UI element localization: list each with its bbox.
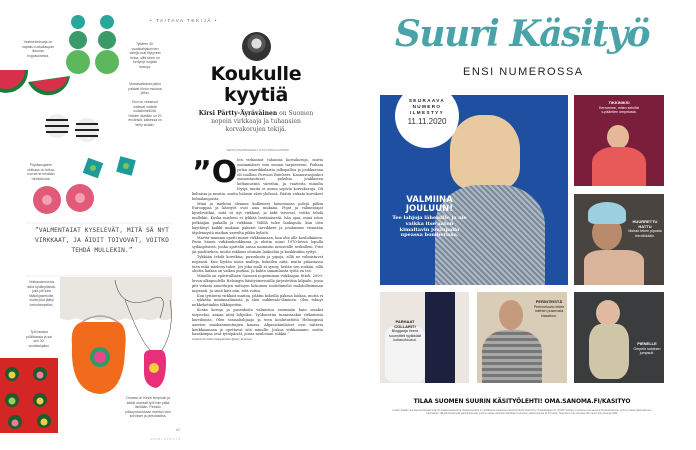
owl-cloth	[0, 358, 58, 433]
caption: Työt lasissa pöllökassia ja sai sen 30-vuotislahjaksi.	[26, 330, 52, 348]
teaser-heading: PARHAAT COLLARIT!	[394, 319, 416, 329]
coat	[584, 250, 644, 285]
green-earrings	[66, 15, 119, 74]
drop-cap: ”O	[192, 155, 238, 190]
teaser-collarit[interactable]	[380, 292, 469, 383]
teaser-heading: PIENELLE	[637, 341, 657, 346]
next-issue-badge	[395, 84, 459, 148]
article-subtitle	[196, 110, 316, 134]
teaser-text: Kerromme, miten selvität v-pääntien ompelusta.	[599, 105, 639, 115]
body-paragraph	[192, 155, 323, 202]
subscribe-heading[interactable]: TILAA SUOMEN SUURIN KÄSITYÖLEHTI! OMA.SANOMA.FI/KASITYO	[413, 398, 631, 405]
teaser-text: Perinnekuvio tekee miehen puserosta klassikon.	[533, 304, 565, 318]
main-feature-heading: VALMIINA JOULUUN!	[405, 195, 454, 214]
teaser-text: Mohair tekee piposta trendikkään.	[628, 229, 662, 238]
trousers	[425, 292, 455, 383]
body-paragraph: Minulla on epävirallinen Suomen nopeimman virkkaajan titteli. 2000-luvun alkupuolella Helsingin käsityömessuilla järjestettiin kilpailu, jossa piti virkata annettujen mittojen kokoinen isoäidinneliö mahdollisimman nopeasti. Ja siinä kävi niin, että voitin.	[192, 274, 323, 293]
baby-head	[596, 300, 620, 326]
main-feature-body: Tee lahjoja läheisille ja ole vaikka itse aaton kimaltavin joulupallo upeassa bomberissa.	[392, 215, 467, 239]
magazine-logo: Suuri Käsityö	[394, 13, 650, 55]
lace-doily	[60, 277, 172, 320]
section-kicker: • TAITAVA TEKIJÄ •	[150, 18, 218, 23]
pull-quote: ”VALMENTAIAT KYSELEVÄT, MITÄ SÄ NYT VIRKKAAT, JA ÄIDIT TOIVOVAT, VOITKO TEHDÄ MULLEKIN.”	[35, 227, 169, 254]
body-text: len virkannut tuhansia korvakoruja, mutta ensimmäiset tein omaan tarpeeseeni. Poikani pelaa amerikkalaista jalkapalloa ja joukkueena oli tuolloin Porvoon Butchers. Kannustusjoukot sonnustautuvat peleihin joukkueen keltamustiin väreihin, ja vaatteita minulta löytyi, mutta ei asuun sopivia korvakoruja. Oli keltaisia ja mustia, mutta halusin värit yhdessä. Päätin virkata korvikset helmilangoista.	[192, 158, 323, 201]
teaser-perinteista[interactable]	[477, 292, 567, 383]
next-issue-date: 11.11.2020	[407, 117, 447, 126]
article-title	[200, 64, 312, 106]
caption: Pöytäsuojaeen virkkaus on tuttua, korvat ne tehdään minikokoina.	[27, 163, 55, 181]
page-number: 62	[176, 428, 180, 432]
body-paragraph: Minä ja mieheni olemme kulkeneet katsomassa pelejä pitkin Eurooppaa ja käsityöt ovat aina mukana. Pojat ja valmentajat kyselevätkin, mitä sä nyt virkkaat, ja äidit toivovat, voitko tehdä mullekin. Koska mieheni ei tykkää lentämisestä, hän ajaa, minä istun pelkääjän paikalla ja virkkaan. Välillä tulee lankapula, kun olen käyttänyt kaikki mukaan pakatut tarvikkeet ja joudumme etsimään täydennystä matkan varrelta pikku kylistä.	[192, 201, 323, 235]
person-head	[607, 125, 629, 149]
teaser-heading: PERINTEISTÄ	[535, 299, 563, 304]
person-head	[499, 300, 523, 330]
title-line-1: Koukulle	[210, 63, 302, 85]
pink-lace-earrings	[33, 184, 94, 214]
red-sweater	[592, 147, 646, 186]
title-line-2: kyytiä	[223, 84, 289, 106]
caption: Kirsi on virkannut valtavat määrät isoäidinneliöitä. Näiden itsetään on 20 erivärisiä, kaikessa on tehty sisään.	[128, 100, 162, 127]
teaser-tikkiniksi[interactable]	[574, 95, 664, 186]
article-body	[192, 155, 323, 342]
badge-line: ILMESTYY	[409, 110, 445, 115]
teaser-text: Bloggaaja Veera suunnitteli tyylikkäät kotiasuhousut.	[389, 329, 421, 343]
subtitle-name: Kirsi Pärtty-Äyräväinen	[198, 110, 278, 117]
badge-line: SEURAAVA	[408, 98, 446, 103]
page-brand: SUURI KÄSITYÖ	[150, 437, 181, 441]
watermelon-earrings	[0, 70, 70, 95]
teaser-hat[interactable]	[574, 194, 664, 285]
caption: Virkkausinnostus alkoi sydänpitsistä, joita piti tulla häälahjaserkulle, mutta joka jäätyi verhotampeiksi.	[27, 280, 56, 307]
body-paragraph: Tykkään tehdä korviksia, pussukoita ja pipoja, sillä ne valmistuvat nopeasti. Kun löydän uusia malleja, kokeilen niitä, mutta pääasiassa teen mitä mieleen tulee. Jos joku malli ei synny, heitän sen roskiin, sillä ohutta lankaa on vaikea purkaa. Ja kahta samanlaista työtä en tee.	[192, 254, 323, 274]
author-avatar	[242, 32, 271, 61]
main-feature-text	[392, 196, 467, 239]
teaser-text: Ompele suloinen jumpsuit.	[633, 346, 661, 356]
credits: TEKSTI KOLUMNIAINEN // KUVAT ANNA KUUVINEN	[226, 149, 289, 152]
teaser-heading: HUURRETTU HATTU	[632, 219, 658, 229]
teaser-heading: TIKKINIKSI	[608, 100, 630, 105]
jumpsuit	[589, 324, 629, 379]
fine-print: Lehden tilaajat ovat Sanoma Media Finlandin asiakasrekisterissä. Rekisteriseloste on nähtävissä osoitteessa Sanoma Media Finland Oy, Porkkalankatu 20, 00180 Helsinki ja verkossa oma.sanoma.fi/rekisteriseloste. Lehti ei vastaa tilaamattomien materiaalien säilyttämisestä eikä palauttamisesta. Lehti ei vastaa tekstissä mainittujen tuotteiden saatavuudesta tai hinnoista. Tarjoukset ovat voimassa niin kauan kuin tavaraa riittää.	[392, 409, 652, 416]
caption: Mustavalkoiset pallot palavat Kirsin mukana pitkin.	[128, 82, 162, 96]
body-paragraph: Koska koruja ja pussukoita valmistuu enemmän kuin omaksi tarpeeksi, annan niitä lahjoiksi. Työkaverini tunnistaakin virkatuista korviksista. Olen sosiaaliohjaaja ja teen koulutustöitä Helsingissä aasvien maahanmuuttajien kanssa. Afganistanilaiset ovat taitavia koukkaamaan ja opettavat sitä minulle. Joskus virkkaamme, mutta hauskimpia ovat tyttöpäivät, joissa neulotaan sukkia.”	[192, 308, 323, 337]
model-figure	[450, 115, 520, 190]
badge-line: NUMERO	[412, 104, 442, 109]
black-white-earrings	[45, 114, 99, 142]
teaser-pienelle[interactable]	[574, 292, 664, 383]
subtitle-text: on Suomen nopein virkkaaja ja tuhansien korvakorujen tekijä.	[211, 110, 314, 133]
caption: Oranssi on Kirsin lempiväri ja kaikki oranssit työt hän pitää itsellään. Pinkkiin pikkupussukkaan mahtuu vain korvikset ja piirtolasilina.	[125, 396, 171, 419]
next-issue-heading: ENSI NUMEROSSA	[463, 66, 584, 78]
blue-hat	[588, 202, 626, 224]
body-paragraph: Kun tyttäreni virkkasi mattoa, päätin kokeilla paksua lankaa, mutta ei – tykkään minimaalimasta ja olen nukketalo-ihminen. Olen tehnyt nukkekotiinkin tilkkupeiton.	[192, 293, 323, 308]
caption: Tyttären 40-vuotislahjakorvien värejä ovat löytyneet kotoa, sillä sinne on kertynyt hurjasti lankoja.	[129, 42, 161, 69]
body-paragraph: Martta-mummo opetti minut virkkaamaan, kun olin alle kouluikäinen. Perin hänen virkkuukoukkunsa ja aloitin urani 1970-luvun lopulla sydänpitsistä, jonka ajattelin antaa naimisiin menevälle serkulleni. Pitsi jäi puolitiehen, mutta rakkaus ohuisiin lankoihin ja koukkuihin syttyi.	[192, 235, 323, 255]
orange-purse	[72, 316, 126, 394]
square-earrings	[83, 156, 136, 178]
knit-sweater	[482, 330, 542, 383]
caption: Vesimelonisarja on napattu ruokakaupan ikkunan hoppauksesta.	[22, 40, 54, 58]
body-footer: Lisää Kirsin töitä Instagramissa @kirsi_koukutus	[192, 337, 253, 342]
